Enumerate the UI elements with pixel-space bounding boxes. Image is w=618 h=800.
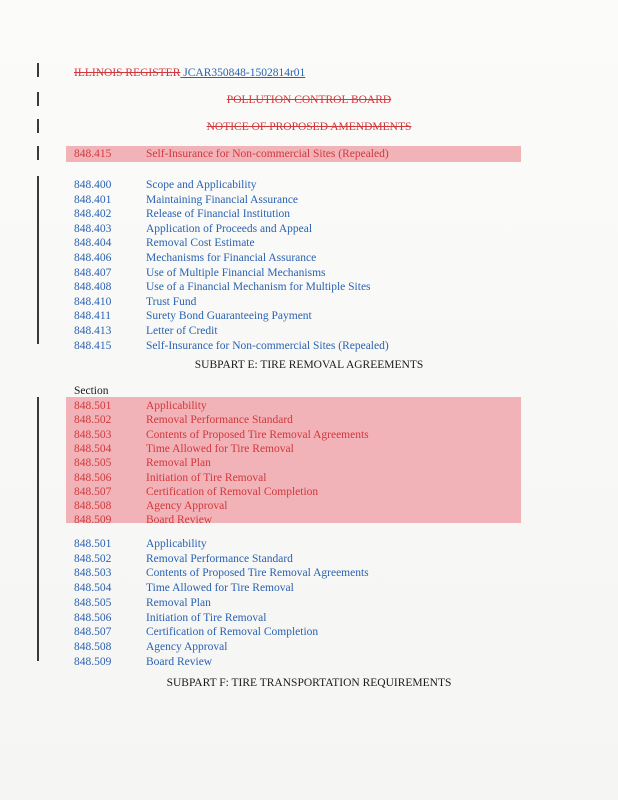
change-bar (37, 146, 39, 160)
notice-title: NOTICE OF PROPOSED AMENDMENTS (206, 121, 412, 133)
jcar-code: JCAR350848-1502814r01 (180, 67, 306, 79)
subpart-e-heading: SUBPART E: TIRE REMOVAL AGREEMENTS (194, 359, 424, 371)
deleted-highlight (66, 397, 521, 523)
agency-name: POLLUTION CONTROL BOARD (226, 94, 392, 106)
change-bar (37, 397, 39, 661)
register-header: ILLINOIS REGISTER JCAR350848-1502814r01 (74, 67, 306, 79)
section-label: Section (74, 385, 109, 397)
change-bar (37, 63, 39, 77)
document-page: ILLINOIS REGISTER JCAR350848-1502814r01 POLLUTION CONTROL BOARD NOTICE OF PROPOSED AMENDMENTS 848.415 Self-Insurance for Non-commercial Sites (Repealed) 848.400 Scope and Applicability 848.401 Maintaining Financial Assurance 848.402 Release of Financial Institution 848.403 Application of Proceeds and Appeal 848.404 Removal Cost Estimate 848.406 Mechanisms for Financial Assurance 848.407 Use of Multiple Financial Mechanisms 848.408 Use of a Financial Mechanism for Multiple Sites 848.410 Trust Fund 848.411 Surety Bond Guaranteeing Payment 848.413 Letter of Credit 848.415 Self-Insurance for Non-commercial Sites (Repealed) SUBPART E: TIRE REMOVAL AGREEMENTS Section 848.501 Applicability 848.502 Removal Performance Standard 848.503 Contents of Proposed Tire Removal Agreements 848.504 Time Allowed for Tire Removal 848.505 Removal Plan 848.506 Initiation of Tire Removal 848.507 Certification of Removal Completion 848.508 Agency Approval 848.509 Board Review 848.501 Applicability 848.502 Removal Performance Standard 848.503 Contents of Proposed Tire Removal Agreements 848.504 Time Allowed for Tire Removal 848.505 Removal Plan 848.506 Initiation of Tire Removal 848.507 Certification of Removal Completion 848.508 Agency Approval 848.509 Board Review SUBPART F: TIRE TRANSPORTATION REQUIREMENTS (0, 0, 618, 800)
subpart-f-heading: SUBPART F: TIRE TRANSPORTATION REQUIREMENTS (166, 677, 452, 689)
change-bar (37, 176, 39, 344)
